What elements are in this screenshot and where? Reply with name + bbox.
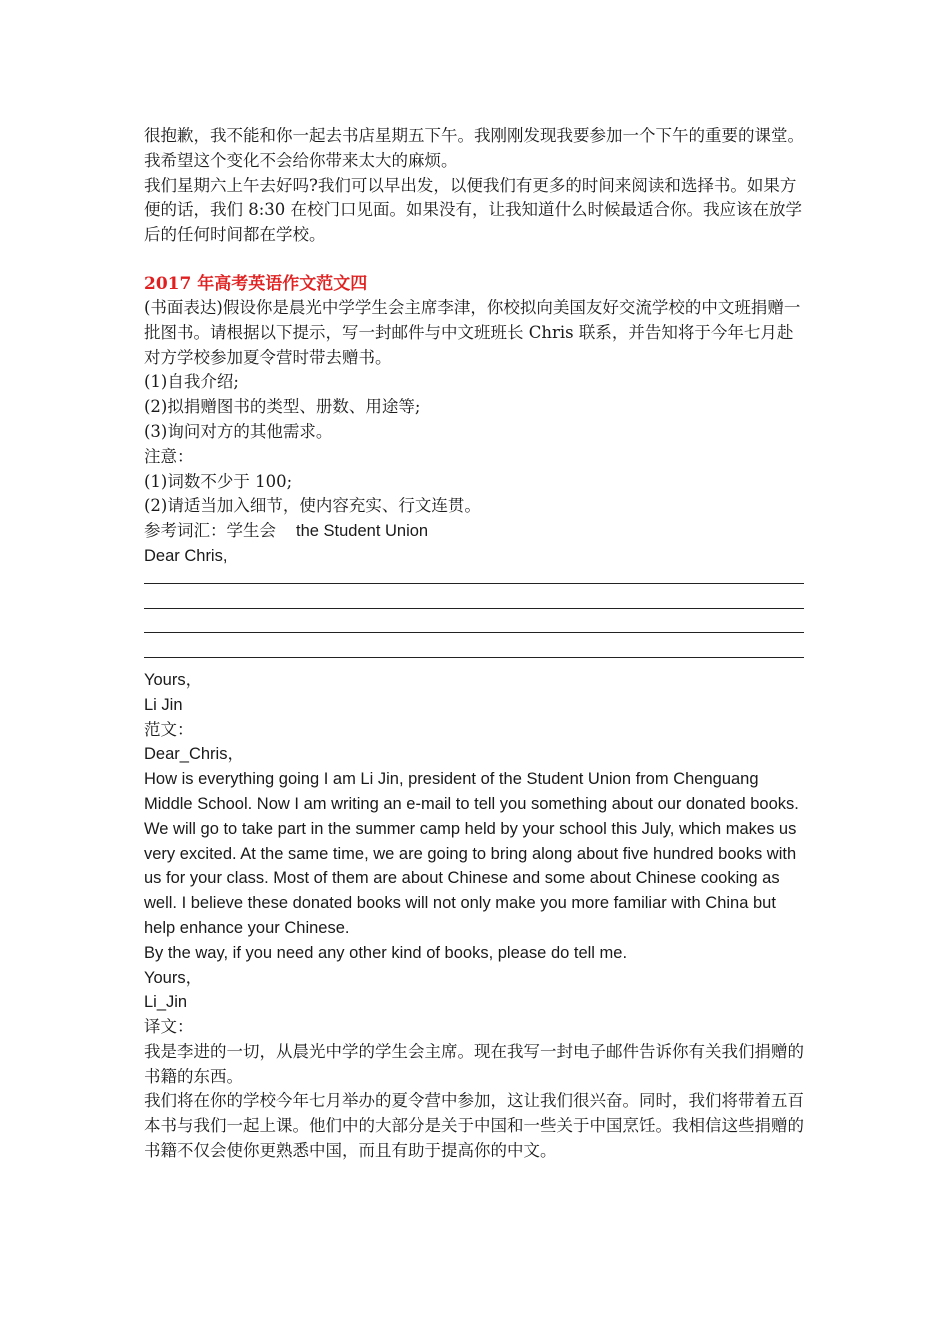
- prompt-point: (1)自我介绍;: [144, 372, 239, 392]
- sample-paragraph: How is everything going I am Li Jin, president of the Student Union from Chenguang Middle School. Now I am writing an e-mail to tell you something about our donated books.: [144, 770, 799, 813]
- translation-label: 译文：: [144, 1017, 194, 1037]
- translation-paragraph: 我们将在你的学校今年七月举办的夏令营中参加，这让我们很兴奋。同时，我们将带着五百本书与我们一起上课。他们中的大部分是关于中国和一些关于中国烹饪。我相信这些捐赠的书籍不仅会使你更熟悉中国，而且有助于提高你的中文。: [144, 1091, 804, 1161]
- sample-closing: Yours，: [144, 968, 203, 987]
- writing-line: [144, 594, 804, 619]
- sample-salutation: Dear_Chris，: [144, 745, 244, 764]
- vocab-term: the Student Union: [296, 522, 429, 541]
- note-item: (2)请适当加入细节，使内容充实、行文连贯。: [144, 496, 481, 516]
- notes-label: 注意：: [144, 446, 194, 466]
- vocab-label: 参考词汇：学生会: [144, 521, 276, 541]
- prompt-intro: (书面表达)假设你是晨光中学学生会主席李津，你校拟向美国友好交流学校的中文班捐赠一批图书。请根据以下提示，写一封邮件与中文班班长 Chris 联系，并告知将于今年七月赴对方学校参加夏令营时带去赠书。: [144, 297, 801, 367]
- body-paragraph: 很抱歉，我不能和你一起去书店星期五下午。我刚刚发现我要参加一个下午的重要的课堂。我希望这个变化不会给你带来太大的麻烦。: [144, 126, 804, 170]
- body-paragraph: 我们星期六上午去好吗?我们可以早出发，以便我们有更多的时间来阅读和选择书。如果方便的话，我们 8:30 在校门口见面。如果没有，让我知道什么时候最适合你。我应该在放学后的任何时间都在学校。: [144, 175, 803, 245]
- prompt-point: (2)拟捐赠图书的类型、册数、用途等;: [144, 397, 421, 417]
- vocab-line: [144, 519, 804, 544]
- section-heading: 2017 年高考英语作文范文四: [144, 273, 368, 294]
- prompt-point: (3)询问对方的其他需求。: [144, 421, 333, 441]
- sample-label: 范文：: [144, 719, 194, 739]
- paragraph-gap: [144, 248, 804, 272]
- letter-salutation: Dear Chris,: [144, 546, 228, 565]
- sample-paragraph: We will go to take part in the summer camp held by your school this July, which makes us very excited. At the same time, we are going to bring along about five hundred books with us for your class. Most of them are about Chinese and some about Chinese cooking as well. I believe these donated books will not only make you more familiar with China but help enhance your Chinese.: [144, 819, 797, 937]
- sample-paragraph: By the way, if you need any other kind of books, please do tell me.: [144, 943, 628, 962]
- letter-closing: Yours，: [144, 670, 203, 689]
- writing-line: [144, 618, 804, 643]
- sample-signature: Li_Jin: [144, 993, 188, 1012]
- writing-line: [144, 569, 804, 594]
- letter-signature: Li Jin: [144, 695, 183, 714]
- note-item: (1)词数不少于 100;: [144, 471, 293, 491]
- writing-line: [144, 643, 804, 668]
- document-page: [144, 124, 804, 1164]
- translation-paragraph: 我是李进的一切，从晨光中学的学生会主席。现在我写一封电子邮件告诉你有关我们捐赠的书籍的东西。: [144, 1041, 804, 1086]
